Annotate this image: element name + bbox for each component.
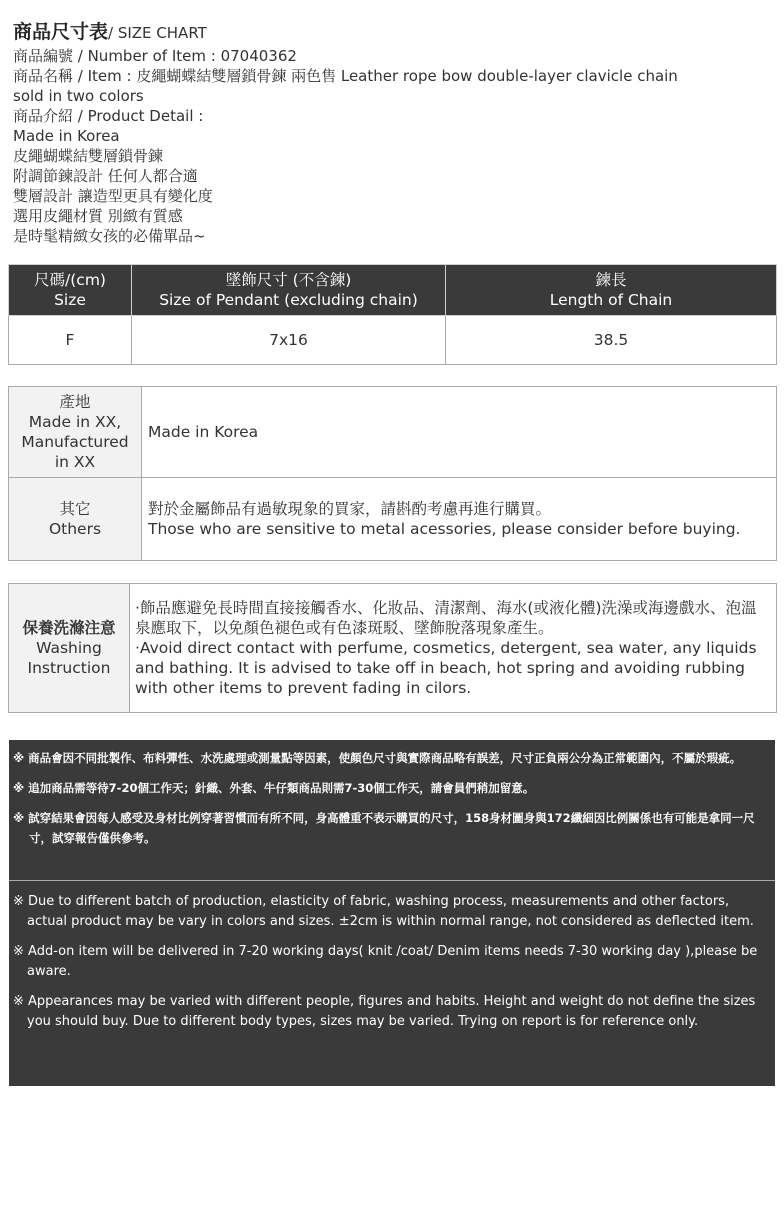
header-en: Length of Chain	[549, 291, 673, 309]
washing-value	[130, 584, 777, 713]
others-label-cn: 其它	[59, 500, 91, 518]
product-detail-line: Made in Korea	[13, 127, 120, 145]
size-table	[8, 264, 777, 365]
product-detail-label: 商品介紹 / Product Detail :	[13, 107, 204, 125]
header-en: Size of Pendant (excluding chain)	[159, 291, 418, 309]
others-value-cn: 對於金屬飾品有過敏現象的買家，請斟酌考慮再進行購買。	[148, 500, 552, 518]
header-cn: 墜飾尺寸 (不含鍊)	[225, 271, 352, 289]
size-chart-header	[13, 18, 778, 246]
note-item: ※ 試穿結果會因每人感受及身材比例穿著習慣而有所不同，身高體重不表示購買的尺寸，158身材圖身與172纖細因比例關係也有可能是拿同一尺寸，試穿報告僅供參考。	[13, 811, 755, 845]
product-detail-line: 附調節鍊設計 任何人都合適	[13, 167, 198, 185]
origin-table	[8, 386, 777, 561]
washing-label	[9, 584, 130, 713]
product-detail-line: 是時髦精緻女孩的必備單品~	[13, 227, 206, 245]
product-detail-line: 皮繩蝴蝶結雙層鎖骨鍊	[13, 147, 164, 165]
origin-label-en: in XX	[54, 453, 96, 471]
table-row	[9, 387, 777, 478]
header-cn: 尺碼/(cm)	[34, 271, 106, 289]
note-item: ※ Add-on item will be delivered in 7-20 working days( knit /coat/ Denim items needs 7-30 working day ),please be aware.	[13, 944, 758, 979]
note-item: ※ Appearances may be varied with different people, figures and habits. Height and weight do not define the sizes you should buy. Due to different body types, sizes may be varied. Trying on report is for reference only.	[13, 994, 756, 1029]
table-row	[9, 316, 777, 365]
item-name: 商品名稱 / Item : 皮繩蝴蝶結雙層鎖骨鍊 兩色售 Leather rope bow double-layer clavicle chain	[13, 67, 678, 85]
washing-value-en: ·Avoid direct contact with perfume, cosmetics, detergent, sea water, any liquids and bathing. It is advised to take off in beach, hot spring and avoiding rubbing with other items to prevent fading in cilors.	[135, 639, 757, 697]
item-number: 商品編號 / Number of Item : 07040362	[13, 47, 297, 65]
origin-label-en: Made in XX,	[28, 413, 122, 431]
notes-box	[9, 740, 775, 1086]
origin-value: Made in Korea	[142, 387, 777, 478]
others-value	[142, 478, 777, 561]
pendant-size-value: 7x16	[132, 316, 446, 365]
size-value: F	[9, 316, 132, 365]
notes-chinese	[9, 740, 775, 848]
others-value-en: Those who are sensitive to metal acessories, please consider before buying.	[148, 520, 741, 538]
size-column-header	[9, 265, 132, 316]
washing-value-cn: ·飾品應避免長時間直接接觸香水、化妝品、清潔劑、海水(或液化體)洗澡或海邊戲水、泡溫泉應取下，以免顏色褪色或有色漆斑駁、墜飾脫落現象產生。	[135, 599, 757, 637]
origin-label	[9, 387, 142, 478]
header-cn: 鍊長	[595, 271, 627, 289]
pendant-size-column-header	[132, 265, 446, 316]
note-item: ※ Due to different batch of production, elasticity of fabric, washing process, measurements and other factors, actual product may be vary in colors and sizes. ±2cm is within normal range, not considered as deflected item.	[13, 894, 754, 929]
title-english: / SIZE CHART	[108, 24, 207, 42]
washing-instruction-table	[8, 583, 777, 713]
product-detail-line: 選用皮繩材質 別緻有質感	[13, 207, 183, 225]
table-row	[9, 478, 777, 561]
note-item: ※ 追加商品需等待7-20個工作天；針織、外套、牛仔類商品則需7-30個工作天，請會員們稍加留意。	[13, 781, 535, 795]
table-row	[9, 584, 777, 713]
others-label	[9, 478, 142, 561]
washing-label-cn: 保養洗滌注意	[22, 619, 116, 637]
chain-length-column-header	[446, 265, 777, 316]
origin-label-en: Manufactured	[21, 433, 129, 451]
page-title	[13, 18, 778, 46]
notes-english	[13, 892, 771, 1042]
washing-label-en: Washing Instruction	[27, 639, 111, 677]
product-detail-line: 雙層設計 讓造型更具有變化度	[13, 187, 213, 205]
note-item: ※ 商品會因不同批製作、布料彈性、水洗處理或測量點等因素，使顏色尺寸與實際商品略有誤差，尺寸正負兩公分為正常範圍內，不屬於瑕疵。	[13, 751, 742, 765]
notes-divider	[9, 880, 775, 881]
header-en: Size	[54, 291, 86, 309]
others-label-en: Others	[48, 520, 102, 538]
origin-label-cn: 產地	[59, 393, 91, 411]
size-table-header-row	[9, 265, 777, 316]
title-chinese: 商品尺寸表	[13, 21, 109, 43]
chain-length-value: 38.5	[446, 316, 777, 365]
item-name-continued: sold in two colors	[13, 87, 144, 105]
